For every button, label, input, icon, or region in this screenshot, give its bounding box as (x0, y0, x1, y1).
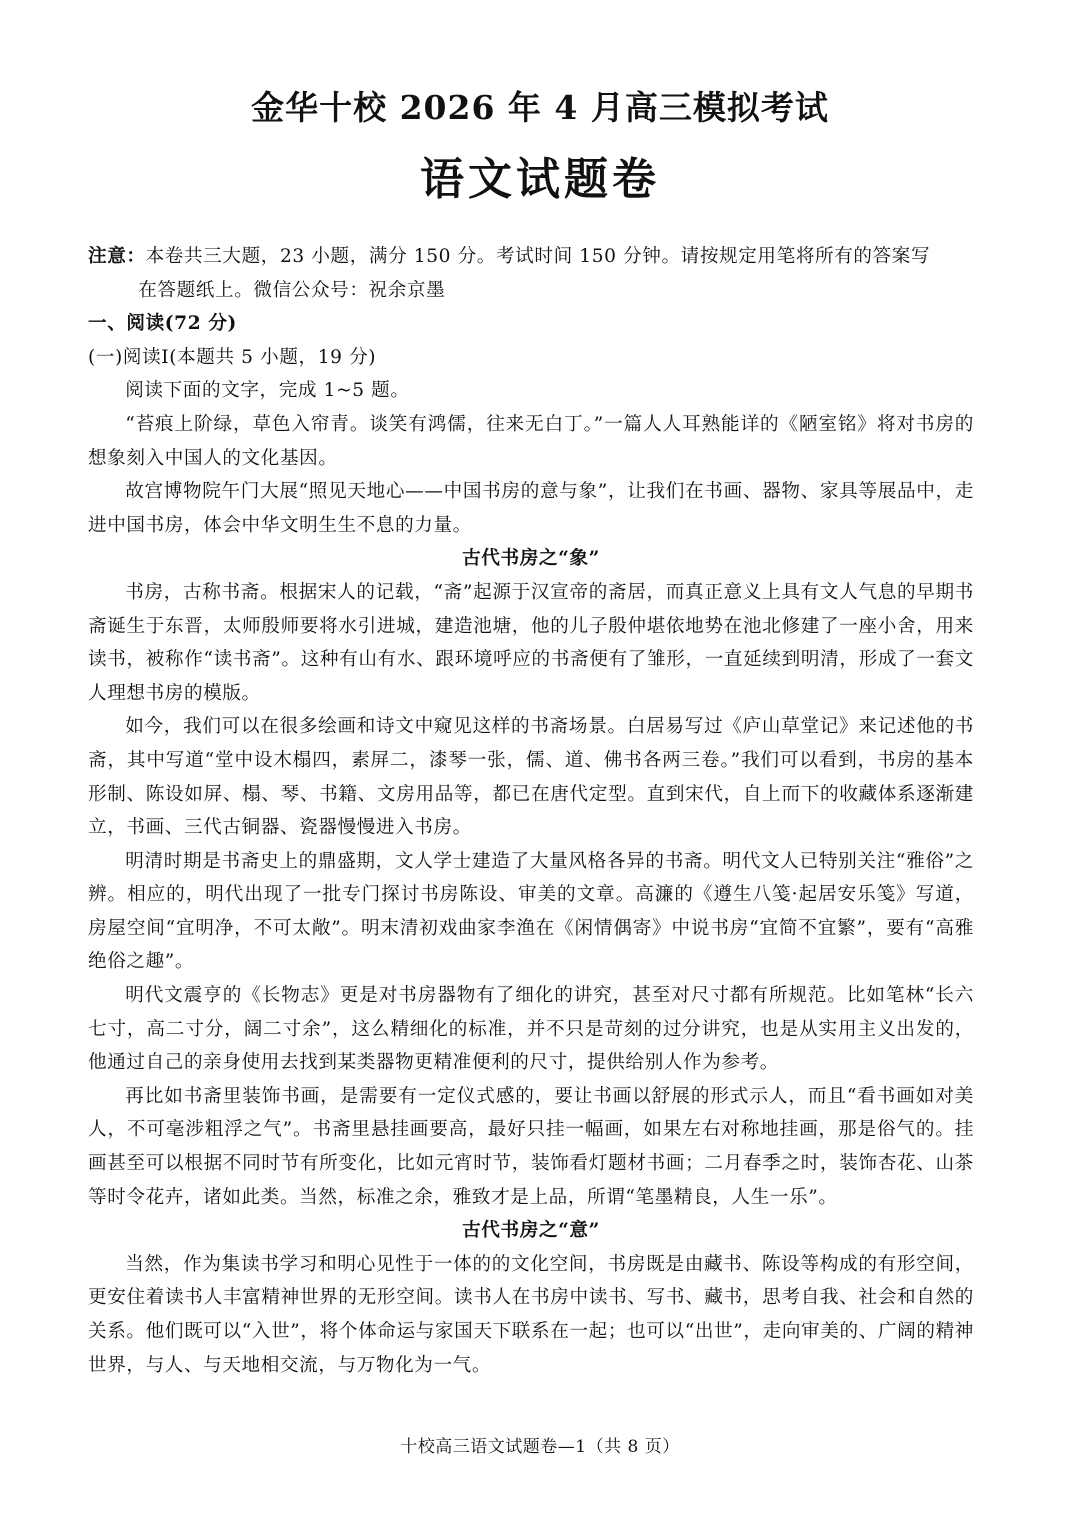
passage-paragraph: 当然，作为集读书学习和明心见性于一体的的文化空间，书房既是由藏书、陈设等构成的有形空间，更安住着读书人丰富精神世界的无形空间。读书人在书房中读书、写书、藏书，思考自我、社会和自然的关系。他们既可以“入世”，将个体命运与家国天下联系在一起；也可以“出世”，走向审美的、广阔的精神世界，与人、与天地相交流，与万物化为一气。 (88, 1253, 974, 1376)
passage-paragraph: 明代文震亨的《长物志》更是对书房器物有了细化的讲究，甚至对尺寸都有所规范。比如笔林“长六七寸，高二寸分，阔二寸余”，这么精细化的标准，并不只是苛刻的过分讲究，也是从实用主义出发的，他通过自己的亲身使用去找到某类器物更精准便利的尺寸，提供给别人作为参考。 (88, 985, 974, 1074)
notice-continuation: 在答题纸上。微信公众号：祝余京墨 (138, 279, 446, 301)
exam-title: 金华十校 2026 年 4 月高三模拟考试 (251, 88, 829, 127)
passage-paragraph: 书房，古称书斋。根据宋人的记载，“斋”起源于汉宣帝的斋居，而真正意义上具有文人气息的早期书斋诞生于东晋，太师殷师要将水引进城，建造池塘，他的儿子殷仲堪依地势在池北修建了一座小舍，用来读书，被称作“读书斋”。这种有山有水、跟环境呼应的书斋便有了雏形，一直延续到明清，形成了一套文人理想书房的模版。 (88, 581, 974, 704)
exam-body (88, 240, 974, 1382)
passage-subheading: 古代书房之“意” (462, 1220, 600, 1242)
passage-paragraph: 如今，我们可以在很多绘画和诗文中窥见这样的书斋场景。白居易写过《庐山草堂记》来记述他的书斋，其中写道“堂中设木榻四，素屏二，漆琴一张，儒、道、佛书各两三卷。”我们可以看到，书房的基本形制、陈设如屏、榻、琴、书籍、文房用品等，都已在唐代定型。直到宋代，自上而下的收藏体系逐渐建立，书画、三代古铜器、瓷器慢慢进入书房。 (88, 716, 974, 839)
part-heading: (一)阅读Ⅰ(本题共 5 小题，19 分) (88, 346, 377, 368)
notice-text: 本卷共三大题，23 小题，满分 150 分。考试时间 150 分钟。请按规定用笔将所有的答案写 (145, 246, 931, 267)
exam-subtitle: 语文试题卷 (420, 154, 660, 205)
passage-paragraph: 再比如书斋里装饰书画，是需要有一定仪式感的，要让书画以舒展的形式示人，而且“看书画如对美人，不可毫涉粗浮之气”。书斋里悬挂画要高，最好只挂一幅画，如果左右对称地挂画，那是俗气的。挂画甚至可以根据不同时节有所变化，比如元宵时节，装饰看灯题材书画；二月春季之时，装饰杏花、山茶等时令花卉，诸如此类。当然，标准之余，雅致才是上品，所谓“笔墨精良，人生一乐”。 (88, 1085, 974, 1208)
instruction: 阅读下面的文字，完成 1~5 题。 (125, 380, 410, 402)
notice (88, 240, 974, 274)
passage-paragraph: 明清时期是书斋史上的鼎盛期，文人学士建造了大量风格各异的书斋。明代文人已特别关注“雅俗”之辨。相应的，明代出现了一批专门探讨书房陈设、审美的文章。高濂的《遵生八笺·起居安乐笺》写道，房屋空间“宜明净，不可太敞”。明末清初戏曲家李渔在《闲情偶寄》中说书房“宜简不宜繁”，要有“高雅绝俗之趣”。 (88, 850, 974, 973)
passage-paragraph: 故宫博物院午门大展“照见天地心——中国书房的意与象”，让我们在书画、器物、家具等展品中，走进中国书房，体会中华文明生生不息的力量。 (88, 481, 974, 536)
section-heading: 一、阅读(72 分) (88, 313, 237, 335)
passage-paragraph: “苔痕上阶绿，草色入帘青。谈笑有鸿儒，往来无白丁。”一篇人人耳熟能详的《陋室铭》将对书房的想象刻入中国人的文化基因。 (88, 413, 974, 469)
passage-subheading: 古代书房之“象” (462, 548, 600, 570)
notice-label: 注意： (88, 246, 146, 267)
page-footer: 十校高三语文试题卷—1（共 8 页） (400, 1437, 680, 1457)
